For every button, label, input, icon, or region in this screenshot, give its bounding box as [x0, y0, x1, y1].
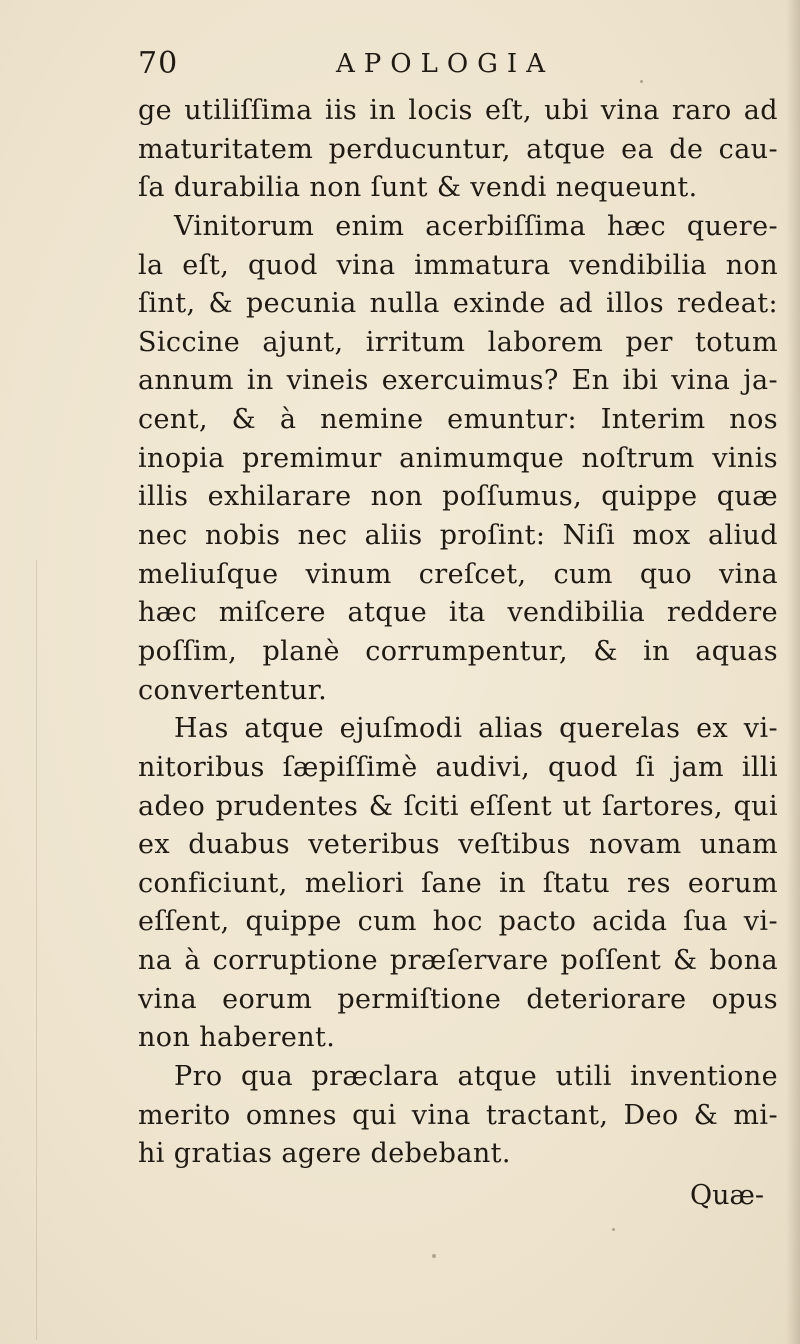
text-line: inopia premimur animumque noſtrum vinis	[138, 442, 778, 474]
catchword: Quæ-	[690, 1180, 765, 1211]
paper-speck	[640, 80, 643, 83]
text-line: ſint, & pecunia nulla exinde ad illos redeat:	[138, 288, 778, 320]
text-line: merito omnes qui vina tractant, Deo & mi-	[138, 1099, 778, 1131]
text-line: nec nobis nec aliis proſint: Niſi mox aliud	[138, 520, 778, 552]
text-line: ſa durabilia non ſunt & vendi nequeunt.	[138, 172, 698, 204]
page-header	[138, 44, 698, 84]
text-line: ge utiliſſima iis in locis eſt, ubi vina raro ad	[138, 95, 778, 126]
text-line: adeo prudentes & ſciti eſſent ut ſartores, qui	[138, 790, 778, 822]
text-line: la eſt, quod vina immatura vendibilia non	[138, 249, 778, 281]
text-line: Siccine ajunt, irritum laborem per totum	[138, 326, 778, 358]
paper-speck	[432, 1254, 436, 1258]
text-line: illis exhilarare non poſſumus, quippe quæ	[138, 481, 778, 513]
text-line: annum in vineis exercuimus? En ibi vina ja-	[138, 365, 778, 397]
page-number: 70	[138, 46, 179, 81]
text-line: hæc miſcere atque ita vendibilia reddere	[138, 597, 778, 629]
text-line: convertentur.	[138, 674, 328, 706]
text-line: Has atque ejuſmodi alias querelas ex vi-	[174, 713, 778, 745]
text-line: Vinitorum enim acerbiſſima hæc quere-	[174, 210, 778, 242]
text-line: hi gratias agere debebant.	[138, 1138, 511, 1170]
body-text	[138, 92, 778, 1174]
text-line: non haberent.	[138, 1022, 336, 1054]
text-line: cent, & à nemine emuntur: Interim nos	[138, 404, 778, 436]
text-line: vina eorum permiſtione deteriorare opus	[138, 983, 778, 1015]
text-line: conficiunt, meliori ſane in ſtatu res eorum	[138, 867, 778, 899]
text-line: maturitatem perducuntur, atque ea de cau-	[138, 133, 778, 165]
text-line: Pro qua præclara atque utili inventione	[174, 1061, 778, 1093]
text-line: eſſent, quippe cum hoc pacto acida ſua vi-	[138, 906, 778, 938]
text-line: na à corruptione præſervare poſſent & bona	[138, 945, 778, 977]
text-line: ex duabus veteribus veſtibus novam unam	[138, 829, 778, 861]
text-line: meliuſque vinum creſcet, cum quo vina	[138, 558, 778, 590]
running-head: APOLOGIA	[336, 49, 554, 79]
text-line: poſſim, planè corrumpentur, & in aquas	[138, 635, 778, 667]
paper-crease	[36, 560, 37, 1340]
text-line: nitoribus ſæpiſſimè audivi, quod ſi jam illi	[138, 751, 778, 783]
page-edge-shadow	[786, 0, 800, 1344]
paper-speck	[612, 1228, 615, 1231]
